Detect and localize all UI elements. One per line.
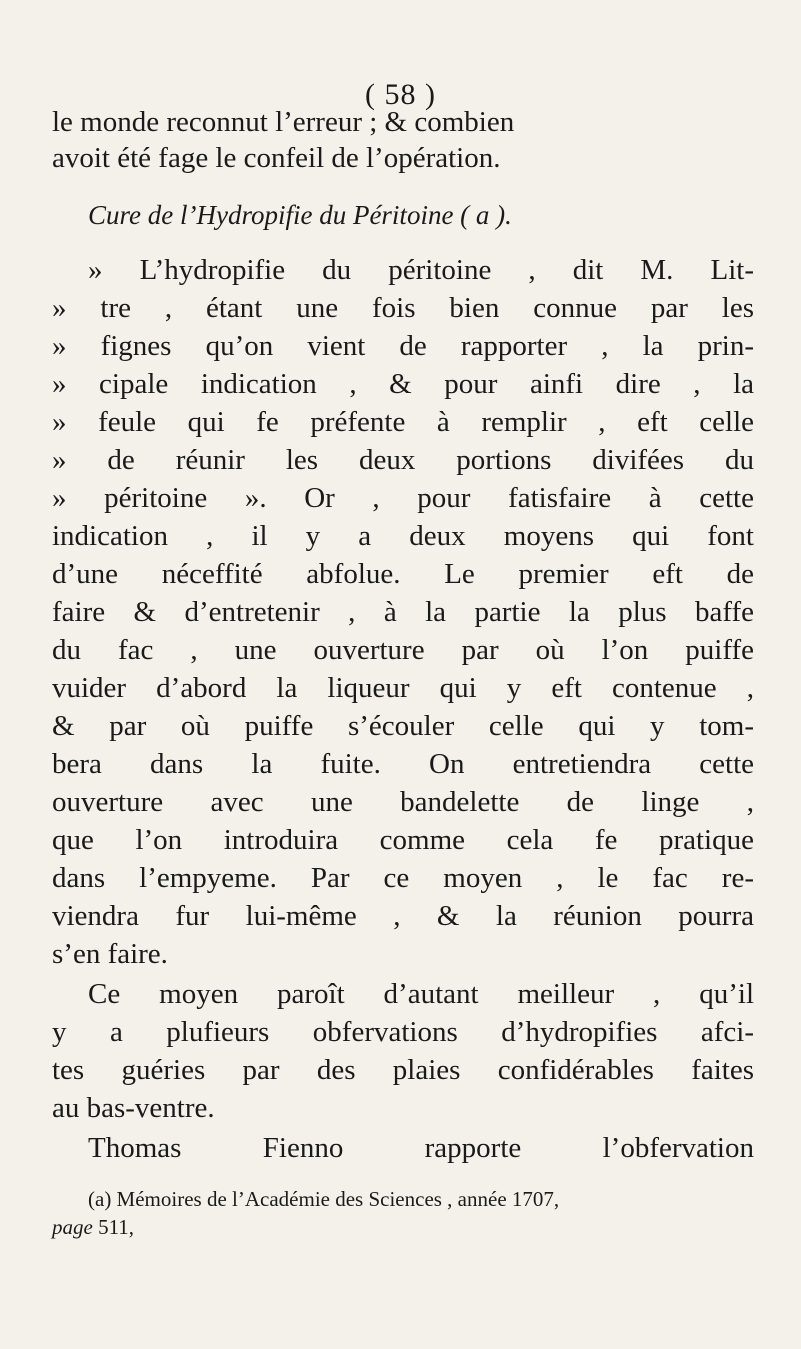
text-line: » tre , étant une fois bien connue par les (52, 292, 754, 324)
text-line: » feule qui fe préfente à remplir , eft celle (52, 406, 754, 438)
text-line: vuider d’abord la liqueur qui y eft contenue , (52, 672, 754, 704)
footnote-continuation (52, 1214, 352, 1240)
page-number: ( 58 ) (365, 78, 436, 111)
text-line: » de réunir les deux portions divifées du (52, 444, 754, 476)
text-line: » péritoine ». Or , pour fatisfaire à cette (52, 482, 754, 514)
text-line: viendra fur lui-même , & la réunion pourra (52, 900, 754, 932)
text-line: » cipale indication , & pour ainfi dire , la (52, 368, 754, 400)
text-line: d’une néceffité abfolue. Le premier eft de (52, 558, 754, 590)
footnote: (a) Mémoires de l’Académie des Sciences , année 1707, (88, 1187, 560, 1211)
text-line: bera dans la fuite. On entretiendra cette (52, 748, 754, 780)
text-line: » fignes qu’on vient de rapporter , la prin- (52, 330, 754, 362)
text-line: tes guéries par des plaies confidérables faites (52, 1054, 754, 1086)
text-line: indication , il y a deux moyens qui font (52, 520, 754, 552)
text-line: s’en faire. (52, 938, 168, 970)
footnote-page-number: 511, (98, 1215, 135, 1239)
text-line: & par où puiffe s’écouler celle qui y tom- (52, 710, 754, 742)
text-line: faire & d’entretenir , à la partie la plus baffe (52, 596, 754, 628)
text-line: dans l’empyeme. Par ce moyen , le fac re- (52, 862, 754, 894)
text-line: y a plufieurs obfervations d’hydropifies afci- (52, 1016, 754, 1048)
text-line: Ce moyen paroît d’autant meilleur , qu’il (88, 978, 754, 1010)
text-line: ouverture avec une bandelette de linge , (52, 786, 754, 818)
text-line: que l’on introduira comme cela fe pratique (52, 824, 754, 856)
text-line: » L’hydropifie du péritoine , dit M. Lit- (88, 254, 754, 286)
section-heading: Cure de l’Hydropifie du Péritoine ( a ). (88, 200, 512, 230)
text-line: le monde reconnut l’erreur ; & combien (52, 106, 515, 138)
footnote-page-word: page (52, 1215, 93, 1239)
text-line: avoit été fage le confeil de l’opération. (52, 142, 501, 174)
text-line: au bas-ventre. (52, 1092, 215, 1124)
text-line: du fac , une ouverture par où l’on puiffe (52, 634, 754, 666)
text-line: Thomas Fienno rapporte l’obfervation (88, 1132, 754, 1164)
